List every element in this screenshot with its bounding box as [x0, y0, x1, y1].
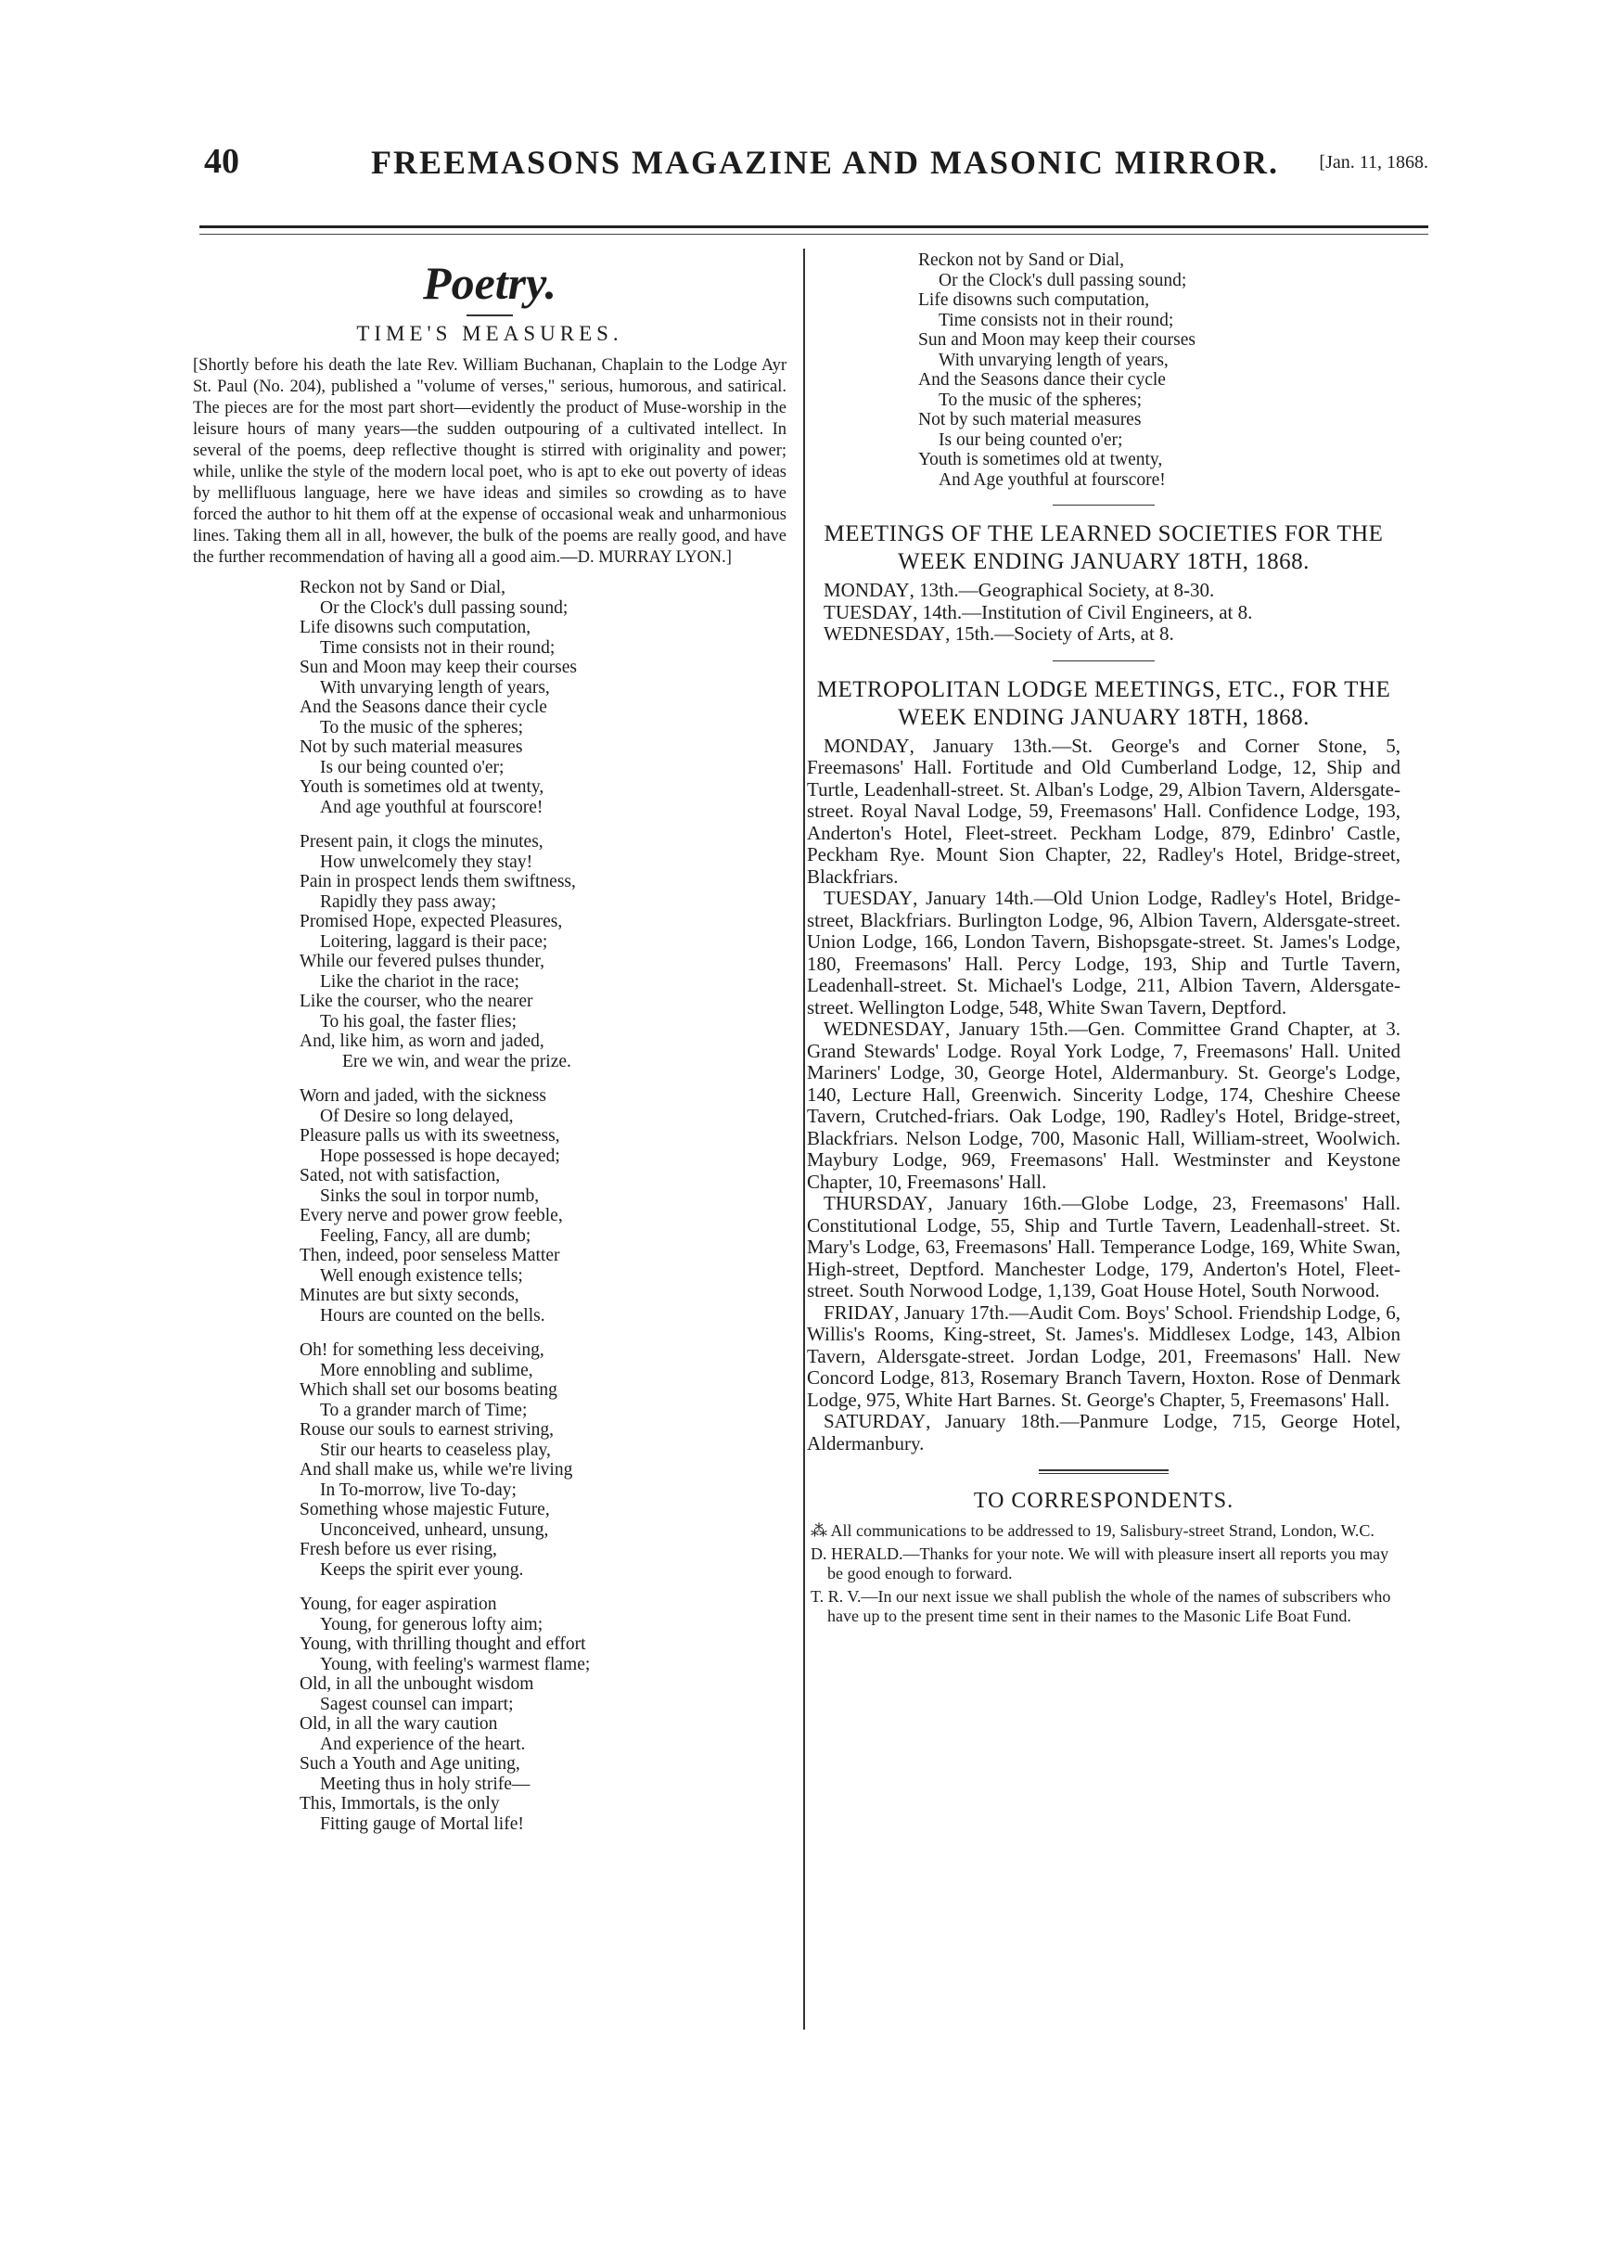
correspondent-note: D. HERALD.—Thanks for your note. We will with pleasure insert all reports you may be good enough to forward.	[811, 1544, 1389, 1582]
poem-line: Young, with thrilling thought and effort	[300, 1634, 586, 1654]
poem-line: Like the courser, who the nearer	[300, 992, 533, 1011]
column-divider	[803, 249, 805, 2030]
poem-line: Pain in prospect lends them swiftness,	[300, 872, 576, 891]
meeting-entry	[807, 623, 1400, 646]
poem-line: And, like him, as worn and jaded,	[300, 1031, 544, 1051]
poem-line: Ere we win, and wear the prize.	[342, 1051, 571, 1071]
poem-line: This, Immortals, is the only	[300, 1794, 500, 1813]
entry-text: , January 15th.—Gen. Committee Grand Chapter, at 3. Grand Stewards' Lodge. Royal York Lodge, 7, Freemasons' Hall. United Mariners' Lodge, 30, George Hotel, Aldermanbury. St. George's Lodge, 140, Lecture Hall, Greenwich. Sincerity Lodge, 174, Cheshire Cheese Tavern, Crutched-friars. Oak Lodge, 190, Radley's Hotel, Bridge-street, Blackfriars. Nelson Lodge, 700, Masonic Hall, William-street, Woolwich. Maybury Lodge, 969, Freemasons' Hall. Westminster and Keystone Chapter, 10, Freemasons' Hall.	[807, 1018, 1400, 1193]
entry-day: MONDAY	[824, 579, 910, 601]
poem-line: Something whose majestic Future,	[300, 1500, 550, 1519]
poem-line: Stir our hearts to ceaseless play,	[320, 1440, 551, 1460]
meeting-entry	[807, 1302, 1400, 1412]
poem-line: Or the Clock's dull passing sound;	[939, 270, 1187, 290]
poem-line: Feeling, Fancy, all are dumb;	[320, 1225, 531, 1246]
poem-line: Worn and jaded, with the sickness	[300, 1086, 546, 1106]
poem-line: Not by such material measures	[300, 737, 523, 757]
metropolitan-lodges-heading: METROPOLITAN LODGE MEETINGS, ETC., FOR THE WEEK ENDING JANUARY 18TH, 1868.	[816, 676, 1391, 730]
poem-line: Then, indeed, poor senseless Matter	[300, 1246, 560, 1265]
poem-line: Meeting thus in holy strife—	[320, 1774, 531, 1794]
poem-line: Sinks the soul in torpor numb,	[320, 1185, 540, 1206]
poem-line: Hours are counted on the bells.	[320, 1305, 545, 1326]
right-column	[807, 250, 1400, 1630]
header-rule	[199, 225, 1428, 228]
poem-line: To the music of the spheres;	[320, 717, 524, 737]
poem-line: With unvarying length of years,	[939, 350, 1169, 370]
entry-day: MONDAY	[824, 734, 910, 757]
poem-line: Sun and Moon may keep their courses	[918, 330, 1196, 350]
meeting-entry	[807, 736, 1400, 889]
poem-line: Fitting gauge of Mortal life!	[320, 1813, 524, 1834]
masthead-title: FREEMASONS MAGAZINE AND MASONIC MIRROR.	[371, 144, 1280, 181]
poem-line: And the Seasons dance their cycle	[300, 698, 547, 717]
poem-line: Reckon not by Sand or Dial,	[918, 250, 1125, 270]
poem-line: Like the chariot in the race;	[320, 971, 519, 992]
poem-line: To a grander march of Time;	[320, 1400, 528, 1420]
poem-line: Rouse our souls to earnest striving,	[300, 1420, 555, 1440]
poem-title: TIME'S MEASURES.	[356, 322, 623, 345]
entry-day: WEDNESDAY	[824, 1018, 946, 1040]
poem-line: Life disowns such computation,	[300, 618, 531, 637]
poem-line: Is our being counted o'er;	[939, 429, 1123, 450]
poem-line: Time consists not in their round;	[320, 637, 556, 658]
poem-line: Promised Hope, expected Pleasures,	[300, 912, 563, 931]
meeting-entry	[807, 1411, 1400, 1454]
metropolitan-lodges-list	[807, 736, 1400, 1455]
correspondent-note: T. R. V.—In our next issue we shall publish the whole of the names of subscribers who have up to the present time sent in their names to the Masonic Life Boat Fund.	[811, 1587, 1391, 1625]
poem-line: Old, in all the unbought wisdom	[300, 1674, 534, 1694]
poem-line: To the music of the spheres;	[939, 390, 1143, 410]
poem-line: Young, with feeling's warmest flame;	[320, 1654, 591, 1674]
entry-text: , 14th.—Institution of Civil Engineers, at 8.	[913, 600, 1253, 623]
poem-line: More ennobling and sublime,	[320, 1360, 533, 1380]
meeting-entry	[807, 1193, 1400, 1302]
entry-text: , 15th.—Society of Arts, at 8.	[945, 622, 1174, 645]
poem-line: While our fevered pulses thunder,	[300, 952, 545, 971]
entry-text: , January 17th.—Audit Com. Boys' School. Friendship Lodge, 6, Willis's Rooms, King-street, St. James's. Middlesex Lodge, 143, Albion Tavern, Aldersgate-street. Jordan Lodge, 201, Freemasons' Hall. New Concord Lodge, 813, Rosemary Branch Tavern, Hoxton. Rose of Denmark Lodge, 975, White Hart Barnes. St. George's Chapter, 5, Freemasons' Hall.	[807, 1301, 1400, 1411]
correspondents-heading: TO CORRESPONDENTS.	[973, 1489, 1234, 1513]
poem-line: Which shall set our bosoms beating	[300, 1380, 557, 1400]
entry-day: THURSDAY	[824, 1192, 928, 1214]
entry-text: , January 14th.—Old Union Lodge, Radley's Hotel, Bridge-street, Blackfriars. Burlington Lodge, 96, Albion Tavern, Aldersgate-street. Union Lodge, 166, London Tavern, Bishopsgate-street. St. James's Lodge, 180, Freemasons' Hall. Percy Lodge, 193, Ship and Turtle Tavern, Leadenhall-street. St. Michael's Lodge, 211, Albion Tavern, Aldersgate-street. Wellington Lodge, 548, White Swan Tavern, Deptford.	[807, 887, 1400, 1019]
page-header	[195, 141, 1428, 197]
page-number: 40	[204, 142, 239, 181]
poem-line: Of Desire so long delayed,	[320, 1106, 514, 1126]
poetry-section-title: Poetry.	[423, 257, 556, 309]
section-separator-double	[1039, 1469, 1169, 1474]
poem-line: Oh! for something less deceiving,	[300, 1340, 544, 1360]
entry-text: , January 18th.—Panmure Lodge, 715, George Hotel, Aldermanbury.	[807, 1410, 1400, 1454]
poem-line: And the Seasons dance their cycle	[918, 370, 1166, 390]
poem-line: To his goal, the faster flies;	[320, 1011, 517, 1031]
entry-text: , January 13th.—St. George's and Corner Stone, 5, Freemasons' Hall. Fortitude and Old Cumberland Lodge, 12, Ship and Turtle, Leadenhall-street. St. Alban's Lodge, 29, Albion Tavern, Aldersgate-street. Royal Naval Lodge, 59, Freemasons' Hall. Confidence Lodge, 193, Anderton's Hotel, Fleet-street. Peckham Lodge, 879, Edinbro' Castle, Peckham Rye. Mount Sion Chapter, 22, Radley's Hotel, Bridge-street, Blackfriars.	[807, 734, 1400, 888]
learned-societies-list	[807, 580, 1400, 646]
poem-line: How unwelcomely they stay!	[320, 852, 533, 872]
poem-line: Not by such material measures	[918, 410, 1142, 429]
poem-line: Pleasure palls us with its sweetness,	[300, 1126, 560, 1146]
entry-day: TUESDAY	[824, 887, 914, 909]
poem-line: Old, in all the wary caution	[300, 1714, 498, 1734]
poem-line: And Age youthful at fourscore!	[939, 469, 1166, 490]
entry-day: FRIDAY	[824, 1301, 895, 1324]
entry-day: SATURDAY	[824, 1410, 927, 1432]
learned-societies-heading: MEETINGS OF THE LEARNED SOCIETIES FOR THE WEEK ENDING JANUARY 18TH, 1868.	[824, 521, 1384, 574]
poem-line: Rapidly they pass away;	[320, 891, 497, 912]
poem-line: And shall make us, while we're living	[300, 1460, 573, 1480]
poem-line: Life disowns such computation,	[918, 290, 1150, 310]
poem-line: Fresh before us ever rising,	[300, 1540, 497, 1559]
meeting-entry	[807, 602, 1400, 624]
poem-line: Or the Clock's dull passing sound;	[320, 597, 569, 618]
poem-line: Present pain, it clogs the minutes,	[300, 832, 543, 852]
entry-day: TUESDAY	[824, 600, 914, 623]
entry-text: , January 16th.—Globe Lodge, 23, Freemasons' Hall. Constitutional Lodge, 55, Ship and Turtle Tavern, Leadenhall-street. St. Mary's Lodge, 63, Freemasons' Hall. Temperance Lodge, 169, White Swan, High-street, Deptford. Manchester Lodge, 179, Anderton's Hotel, Fleet-street. South Norwood Lodge, 1,139, Goat House Hotel, South Norwood.	[807, 1192, 1400, 1301]
poem-line: Loitering, laggard is their pace;	[320, 931, 548, 952]
poem-line: With unvarying length of years,	[320, 677, 550, 698]
meeting-entry	[807, 1019, 1400, 1193]
section-separator	[1053, 505, 1155, 506]
poem-line: Unconceived, unheard, unsung,	[320, 1519, 549, 1540]
meeting-entry	[807, 580, 1400, 602]
poem-introduction: [Shortly before his death the late Rev. William Buchanan, Chaplain to the Lodge Ayr St. Paul (No. 204), published a "volume of verses," serious, humorous, and satirical. The pieces are for the most part short—evidently the product of Muse-worship in the leisure hours of many years—the sudden outpouring of a cultivated intellect. In several of the poems, deep reflective thought is stirred with originality and power; while, unlike the style of the modern local poet, who is apt to eke out poverty of ideas by mellifluous language, here we have ideas and similes so crowding as to have forced the author to hit them off at the expense of occasional weak and unharmonious lines. Taking them all in all, however, the bulk of the poems are really good, and have the further recommendation of having all a good aim.—D. MURRAY LYON.]	[193, 356, 786, 567]
section-separator	[1053, 660, 1155, 661]
poem-stanza	[300, 1595, 786, 1834]
poem-line: Every nerve and power grow feeble,	[300, 1206, 563, 1225]
poem-body	[300, 578, 786, 1834]
entry-day: WEDNESDAY	[824, 622, 946, 645]
left-column	[193, 255, 786, 1849]
poem-line: Minutes are but sixty seconds,	[300, 1286, 519, 1305]
poem-line: Young, for generous lofty aim;	[320, 1614, 543, 1634]
poem-line: And experience of the heart.	[320, 1734, 526, 1754]
poem-line: Sated, not with satisfaction,	[300, 1166, 501, 1185]
header-rule-thin	[199, 234, 1428, 235]
poem-line: Time consists not in their round;	[939, 310, 1174, 330]
poem-line: Well enough existence tells;	[320, 1265, 523, 1286]
issue-date: [Jan. 11, 1868.	[1319, 152, 1428, 173]
poem-line: Keeps the spirit ever young.	[320, 1559, 524, 1580]
poem-line: Youth is sometimes old at twenty,	[300, 777, 544, 797]
poem-line: In To-morrow, live To-day;	[320, 1480, 517, 1500]
poem-line: Hope possessed is hope decayed;	[320, 1146, 560, 1166]
poem-line: Is our being counted o'er;	[320, 757, 505, 777]
entry-text: , 13th.—Geographical Society, at 8-30.	[909, 579, 1215, 601]
poem-line: Reckon not by Sand or Dial,	[300, 578, 506, 597]
poem-line: And age youthful at fourscore!	[320, 797, 543, 817]
poem-stanza	[300, 832, 786, 1071]
poem-line: Young, for eager aspiration	[300, 1595, 497, 1614]
poem-line: Sagest counsel can impart;	[320, 1694, 514, 1714]
correspondents-list	[807, 1521, 1400, 1626]
poem-line: Such a Youth and Age uniting,	[300, 1754, 520, 1774]
title-rule	[467, 314, 513, 316]
poem-stanza	[300, 1340, 786, 1580]
poem-stanza	[300, 578, 786, 817]
poem-line: Youth is sometimes old at twenty,	[918, 450, 1163, 469]
poem-line: Sun and Moon may keep their courses	[300, 658, 577, 677]
poem-closing-stanza	[918, 250, 1400, 490]
correspondent-note: ⁂ All communications to be addressed to 19, Salisbury-street Strand, London, W.C.	[811, 1521, 1375, 1540]
meeting-entry	[807, 888, 1400, 1019]
poem-stanza	[300, 1086, 786, 1326]
